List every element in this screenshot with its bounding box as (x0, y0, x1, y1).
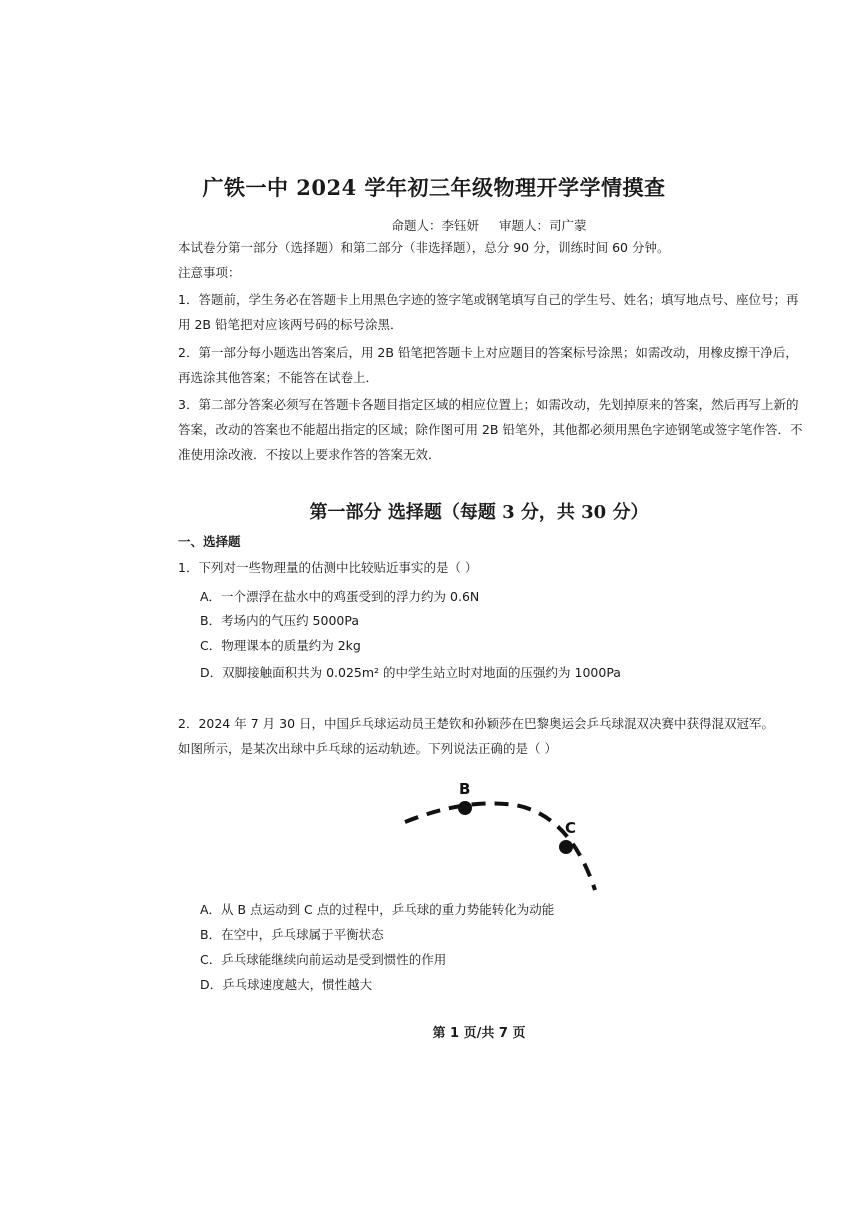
point-b-label: B (459, 780, 471, 798)
point-c-marker (559, 840, 573, 854)
question-2-option-c: C．乒乓球能继续向前运动是受到惯性的作用 (200, 952, 447, 967)
notice-item-2: 2．第一部分每小题选出答案后，用 2B 铅笔把答题卡上对应题目的答案标号涂黑；如需改动，用橡皮擦干净后，再选涂其他答案；不能答在试卷上． (178, 345, 798, 385)
question-1-option-a: A．一个漂浮在盐水中的鸡蛋受到的浮力约为 0.6N (200, 589, 480, 604)
point-b-marker (458, 801, 472, 815)
page-footer: 第 1 页/共 7 页 (432, 1026, 526, 1041)
question-1-stem: 1．下列对一些物理量的估测中比较贴近事实的是（ ） (178, 560, 478, 575)
notice-item-3: 3．第二部分答案必须写在答题卡各题目指定区域的相应位置上；如需改动，先划掉原来的答案，然后再写上新的答案，改动的答案也不能超出指定的区域；除作图可用 2B 铅笔外，其他都必须用黑色字迹钢笔或签字笔作答．不准使用涂改液．不按以上要求作答的答案无效． (178, 397, 803, 462)
exam-intro: 本试卷分第一部分（选择题）和第二部分（非选择题），总分 90 分，训练时间 60 分钟。 (178, 240, 670, 255)
question-2-option-b: B．在空中，乒乓球属于平衡状态 (200, 927, 384, 942)
page-title: 广铁一中 2024 学年初三年级物理开学学情摸查 (202, 175, 666, 200)
question-1-option-b: B．考场内的气压约 5000Pa (200, 613, 359, 628)
subsection-heading: 一、选择题 (178, 534, 241, 549)
notice-heading: 注意事项： (178, 265, 241, 280)
question-2-stem-line-2: 如图所示，是某次出球中乒乓球的运动轨迹。下列说法正确的是（ ） (178, 741, 557, 756)
question-2-stem-line-1: 2．2024 年 7 月 30 日，中国乒乓球运动员王楚钦和孙颖莎在巴黎奥运会乒乓球混双决赛中获得混双冠军。 (178, 716, 774, 731)
authors-line (0, 216, 868, 234)
setter-label: 命题人：李钰妍 (391, 218, 479, 233)
question-2-option-a: A．从 B 点运动到 C 点的过程中，乒乓球的重力势能转化为动能 (200, 902, 555, 917)
reviewer-label: 审题人：司广蒙 (498, 218, 587, 233)
point-c-label: C (565, 819, 577, 837)
notice-item-1: 1．答题前，学生务必在答题卡上用黑色字迹的签字笔或钢笔填写自己的学生号、姓名；填写地点号、座位号；再用 2B 铅笔把对应该两号码的标号涂黑． (178, 292, 799, 332)
ball-trajectory-figure (395, 770, 615, 895)
question-2-option-d: D．乒乓球速度越大，惯性越大 (200, 977, 373, 992)
section-title: 第一部分 选择题（每题 3 分，共 30 分） (309, 502, 649, 523)
question-1-option-c: C．物理课本的质量约为 2kg (200, 638, 361, 653)
question-1-option-d: D．双脚接触面积共为 0.025m² 的中学生站立时对地面的压强约为 1000Pa (200, 665, 621, 680)
